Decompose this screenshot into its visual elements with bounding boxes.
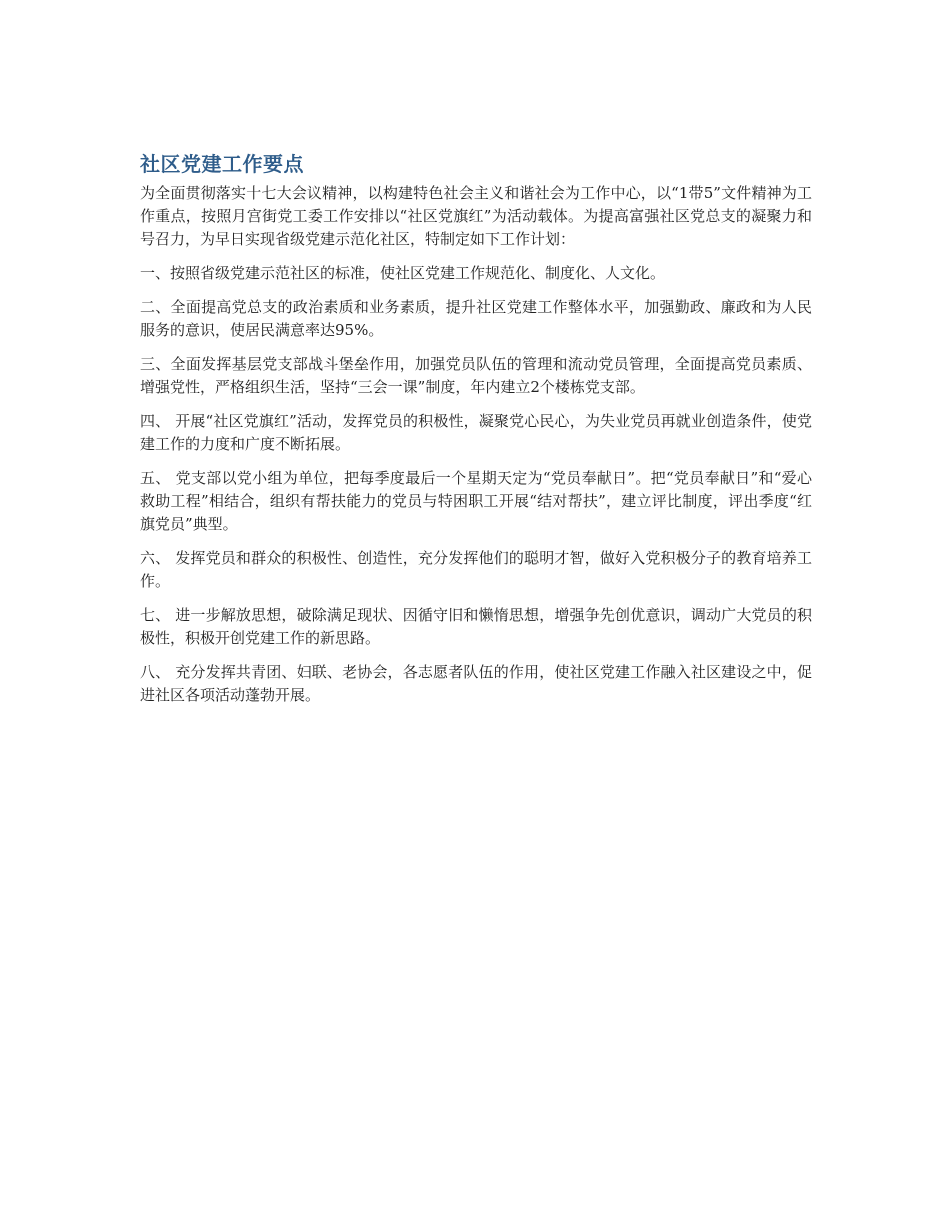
document-title: 社区党建工作要点 (140, 152, 304, 176)
plan-item-3: 三、全面发挥基层党支部战斗堡垒作用，加强党员队伍的管理和流动党员管理，全面提高党员素质、增强党性，严格组织生活，坚持“三会一课”制度，年内建立2个楼栋党支部。 (140, 355, 812, 396)
plan-item-2: 二、全面提高党总支的政治素质和业务素质，提升社区党建工作整体水平，加强勤政、廉政和为人民服务的意识，使居民满意率达95%。 (140, 298, 812, 339)
intro-paragraph: 为全面贯彻落实十七大会议精神，以构建特色社会主义和谐社会为工作中心，以“1带5”文件精神为工作重点，按照月宫街党工委工作安排以“社区党旗红”为活动载体。为提高富强社区党总支的凝聚力和号召力，为早日实现省级党建示范化社区，特制定如下工作计划： (140, 184, 812, 248)
plan-item-8: 八、 充分发挥共青团、妇联、老协会，各志愿者队伍的作用，使社区党建工作融入社区建设之中，促进社区各项活动蓬勃开展。 (140, 663, 812, 704)
plan-item-6: 六、 发挥党员和群众的积极性、创造性，充分发挥他们的聪明才智，做好入党积极分子的教育培养工作。 (140, 549, 812, 590)
plan-item-7: 七、 进一步解放思想，破除满足现状、因循守旧和懒惰思想，增强争先创优意识，调动广大党员的积极性，积极开创党建工作的新思路。 (140, 606, 812, 647)
document-page (140, 150, 812, 718)
plan-item-4: 四、 开展“社区党旗红”活动，发挥党员的积极性，凝聚党心民心，为失业党员再就业创造条件，使党建工作的力度和广度不断拓展。 (140, 412, 812, 453)
plan-item-5: 五、 党支部以党小组为单位，把每季度最后一个星期天定为“党员奉献日”。把“党员奉献日”和“爱心救助工程”相结合，组织有帮扶能力的党员与特困职工开展“结对帮扶”，建立评比制度，评出季度“红旗党员”典型。 (140, 469, 812, 533)
plan-item-1: 一、按照省级党建示范社区的标准，使社区党建工作规范化、制度化、人文化。 (140, 264, 666, 282)
